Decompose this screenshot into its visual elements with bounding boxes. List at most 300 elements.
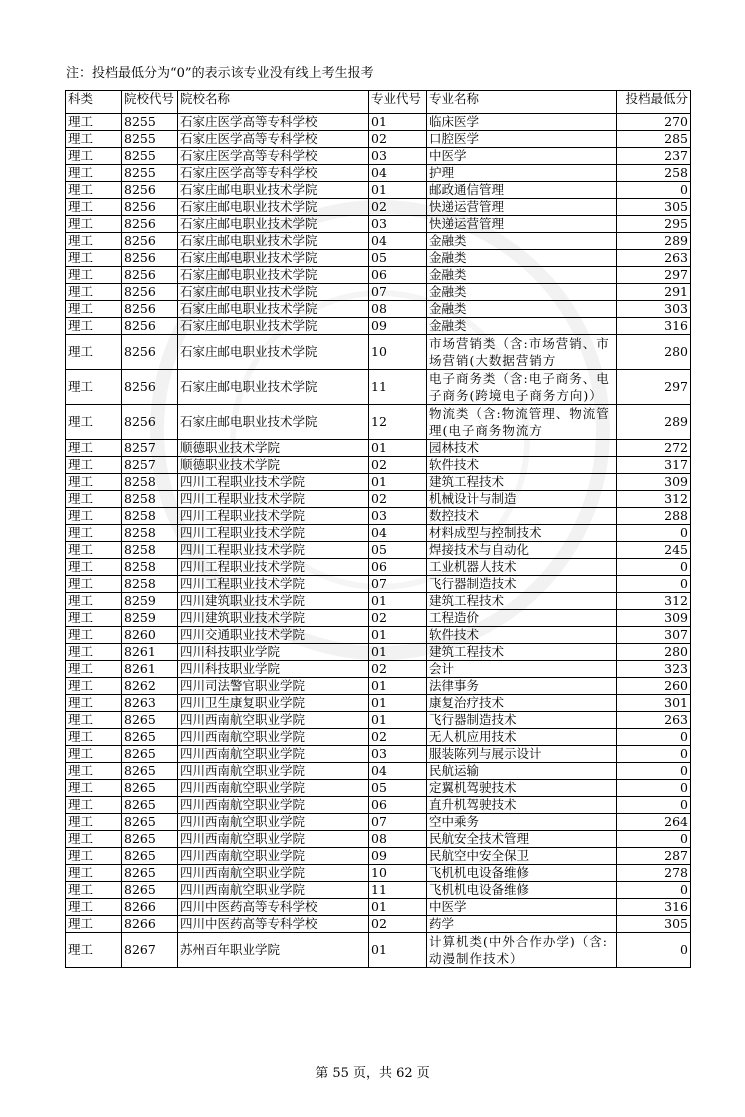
cell-major-code: 03 <box>369 508 427 525</box>
cell-school-code: 8265 <box>122 831 178 848</box>
cell-major-code: 04 <box>369 763 427 780</box>
cell-major-name: 机械设计与制造 <box>427 491 617 508</box>
cell-school-code: 8255 <box>122 114 178 131</box>
cell-major-name: 建筑工程技术 <box>427 644 617 661</box>
cell-category: 理工 <box>66 559 122 576</box>
cell-min-score: 0 <box>617 182 691 199</box>
cell-school-code: 8261 <box>122 644 178 661</box>
table-row <box>66 610 691 627</box>
cell-school-name: 四川西南航空职业学院 <box>178 746 369 763</box>
table-row <box>66 729 691 746</box>
cell-school-code: 8256 <box>122 335 178 370</box>
cell-major-code: 02 <box>369 916 427 933</box>
cell-school-code: 8259 <box>122 593 178 610</box>
cell-school-name: 四川西南航空职业学院 <box>178 763 369 780</box>
cell-min-score: 312 <box>617 593 691 610</box>
cell-min-score: 309 <box>617 610 691 627</box>
cell-school-code: 8256 <box>122 284 178 301</box>
table-row <box>66 199 691 216</box>
cell-school-name: 四川科技职业学院 <box>178 644 369 661</box>
cell-category: 理工 <box>66 576 122 593</box>
cell-min-score: 0 <box>617 933 691 968</box>
cell-school-name: 石家庄医学高等专科学校 <box>178 165 369 182</box>
cell-major-code: 10 <box>369 865 427 882</box>
cell-min-score: 237 <box>617 148 691 165</box>
cell-min-score: 0 <box>617 831 691 848</box>
cell-category: 理工 <box>66 267 122 284</box>
cell-category: 理工 <box>66 542 122 559</box>
table-row <box>66 865 691 882</box>
cell-school-code: 8257 <box>122 457 178 474</box>
table-row <box>66 301 691 318</box>
cell-category: 理工 <box>66 899 122 916</box>
cell-school-code: 8265 <box>122 848 178 865</box>
table-row <box>66 627 691 644</box>
cell-major-code: 08 <box>369 831 427 848</box>
cell-major-name: 直升机驾驶技术 <box>427 797 617 814</box>
cell-min-score: 305 <box>617 199 691 216</box>
cell-school-name: 顺德职业技术学院 <box>178 457 369 474</box>
cell-category: 理工 <box>66 474 122 491</box>
cell-category: 理工 <box>66 250 122 267</box>
cell-min-score: 307 <box>617 627 691 644</box>
cell-major-name: 中医学 <box>427 148 617 165</box>
cell-school-code: 8265 <box>122 712 178 729</box>
cell-min-score: 301 <box>617 695 691 712</box>
cell-school-code: 8260 <box>122 627 178 644</box>
cell-school-code: 8263 <box>122 695 178 712</box>
cell-min-score: 258 <box>617 165 691 182</box>
table-row <box>66 814 691 831</box>
cell-min-score: 297 <box>617 370 691 405</box>
cell-category: 理工 <box>66 780 122 797</box>
table-row <box>66 644 691 661</box>
table-row <box>66 284 691 301</box>
cell-category: 理工 <box>66 131 122 148</box>
cell-school-code: 8265 <box>122 746 178 763</box>
table-row <box>66 746 691 763</box>
cell-min-score: 264 <box>617 814 691 831</box>
cell-school-name: 石家庄邮电职业技术学院 <box>178 370 369 405</box>
cell-major-code: 12 <box>369 405 427 440</box>
table-row <box>66 542 691 559</box>
cell-min-score: 291 <box>617 284 691 301</box>
cell-major-code: 01 <box>369 627 427 644</box>
cell-category: 理工 <box>66 882 122 899</box>
cell-major-name: 飞行器制造技术 <box>427 712 617 729</box>
cell-category: 理工 <box>66 865 122 882</box>
cell-school-code: 8256 <box>122 267 178 284</box>
cell-school-name: 四川西南航空职业学院 <box>178 729 369 746</box>
cell-major-code: 01 <box>369 440 427 457</box>
table-row <box>66 165 691 182</box>
cell-school-name: 石家庄邮电职业技术学院 <box>178 250 369 267</box>
cell-major-code: 02 <box>369 199 427 216</box>
cell-min-score: 270 <box>617 114 691 131</box>
cell-major-code: 01 <box>369 712 427 729</box>
cell-school-name: 苏州百年职业学院 <box>178 933 369 968</box>
table-row <box>66 882 691 899</box>
cell-min-score: 280 <box>617 335 691 370</box>
cell-category: 理工 <box>66 440 122 457</box>
cell-min-score: 317 <box>617 457 691 474</box>
cell-school-code: 8265 <box>122 797 178 814</box>
cell-major-name: 护理 <box>427 165 617 182</box>
cell-category: 理工 <box>66 182 122 199</box>
cell-category: 理工 <box>66 114 122 131</box>
table-row <box>66 216 691 233</box>
cell-category: 理工 <box>66 627 122 644</box>
cell-major-code: 05 <box>369 250 427 267</box>
cell-major-name: 园林技术 <box>427 440 617 457</box>
cell-major-name: 金融类 <box>427 267 617 284</box>
table-row <box>66 678 691 695</box>
cell-school-code: 8258 <box>122 474 178 491</box>
cell-major-code: 07 <box>369 284 427 301</box>
cell-school-name: 四川西南航空职业学院 <box>178 882 369 899</box>
cell-major-name: 快递运营管理 <box>427 216 617 233</box>
cell-school-code: 8256 <box>122 182 178 199</box>
cell-school-code: 8258 <box>122 542 178 559</box>
cell-major-code: 01 <box>369 678 427 695</box>
cell-min-score: 0 <box>617 559 691 576</box>
cell-min-score: 0 <box>617 780 691 797</box>
cell-major-name: 民航安全技术管理 <box>427 831 617 848</box>
table-row <box>66 712 691 729</box>
cell-school-name: 石家庄医学高等专科学校 <box>178 114 369 131</box>
table-row <box>66 508 691 525</box>
cell-min-score: 260 <box>617 678 691 695</box>
cell-major-code: 05 <box>369 780 427 797</box>
cell-category: 理工 <box>66 729 122 746</box>
cell-min-score: 285 <box>617 131 691 148</box>
cell-school-name: 四川工程职业技术学院 <box>178 525 369 542</box>
table-row <box>66 933 691 968</box>
cell-school-name: 四川卫生康复职业学院 <box>178 695 369 712</box>
cell-school-code: 8256 <box>122 216 178 233</box>
cell-category: 理工 <box>66 797 122 814</box>
cell-category: 理工 <box>66 301 122 318</box>
cell-school-name: 四川工程职业技术学院 <box>178 508 369 525</box>
cell-min-score: 0 <box>617 576 691 593</box>
cell-min-score: 288 <box>617 508 691 525</box>
cell-category: 理工 <box>66 695 122 712</box>
cell-major-code: 07 <box>369 814 427 831</box>
cell-category: 理工 <box>66 525 122 542</box>
cell-min-score: 316 <box>617 318 691 335</box>
cell-major-name: 焊接技术与自动化 <box>427 542 617 559</box>
cell-school-code: 8265 <box>122 882 178 899</box>
cell-major-code: 01 <box>369 644 427 661</box>
cell-category: 理工 <box>66 763 122 780</box>
table-row <box>66 370 691 405</box>
cell-min-score: 280 <box>617 644 691 661</box>
cell-major-code: 01 <box>369 182 427 199</box>
cell-category: 理工 <box>66 335 122 370</box>
cell-major-name: 金融类 <box>427 233 617 250</box>
cell-major-name: 临床医学 <box>427 114 617 131</box>
cell-major-name: 民航运输 <box>427 763 617 780</box>
cell-min-score: 323 <box>617 661 691 678</box>
cell-school-name: 四川西南航空职业学院 <box>178 831 369 848</box>
cell-major-code: 04 <box>369 525 427 542</box>
cell-category: 理工 <box>66 370 122 405</box>
admission-score-table <box>65 90 691 968</box>
cell-category: 理工 <box>66 508 122 525</box>
cell-major-name: 建筑工程技术 <box>427 593 617 610</box>
cell-major-name: 定翼机驾驶技术 <box>427 780 617 797</box>
cell-category: 理工 <box>66 405 122 440</box>
cell-school-name: 四川建筑职业技术学院 <box>178 593 369 610</box>
cell-min-score: 297 <box>617 267 691 284</box>
cell-major-code: 08 <box>369 301 427 318</box>
cell-major-name: 会计 <box>427 661 617 678</box>
cell-major-name: 计算机类(中外合作办学)（含:动漫制作技术） <box>427 933 617 968</box>
cell-major-name: 金融类 <box>427 318 617 335</box>
cell-major-name: 快递运营管理 <box>427 199 617 216</box>
cell-category: 理工 <box>66 814 122 831</box>
cell-major-name: 康复治疗技术 <box>427 695 617 712</box>
cell-major-name: 金融类 <box>427 250 617 267</box>
cell-category: 理工 <box>66 848 122 865</box>
cell-category: 理工 <box>66 644 122 661</box>
cell-school-code: 8257 <box>122 440 178 457</box>
cell-category: 理工 <box>66 746 122 763</box>
header-school-code: 院校代号 <box>122 91 178 114</box>
cell-category: 理工 <box>66 678 122 695</box>
table-row <box>66 131 691 148</box>
cell-category: 理工 <box>66 318 122 335</box>
cell-school-name: 石家庄邮电职业技术学院 <box>178 301 369 318</box>
cell-category: 理工 <box>66 831 122 848</box>
cell-school-code: 8255 <box>122 131 178 148</box>
cell-school-name: 石家庄邮电职业技术学院 <box>178 284 369 301</box>
cell-school-name: 四川西南航空职业学院 <box>178 848 369 865</box>
table-row <box>66 335 691 370</box>
cell-school-name: 石家庄医学高等专科学校 <box>178 131 369 148</box>
cell-major-code: 09 <box>369 318 427 335</box>
cell-major-code: 10 <box>369 335 427 370</box>
table-row <box>66 763 691 780</box>
header-category: 科类 <box>66 91 122 114</box>
cell-major-name: 飞机机电设备维修 <box>427 865 617 882</box>
cell-major-name: 飞行器制造技术 <box>427 576 617 593</box>
cell-school-name: 石家庄邮电职业技术学院 <box>178 335 369 370</box>
cell-category: 理工 <box>66 916 122 933</box>
cell-category: 理工 <box>66 610 122 627</box>
cell-major-name: 工程造价 <box>427 610 617 627</box>
cell-major-name: 无人机应用技术 <box>427 729 617 746</box>
table-row <box>66 148 691 165</box>
cell-school-name: 四川西南航空职业学院 <box>178 712 369 729</box>
cell-major-name: 金融类 <box>427 284 617 301</box>
cell-category: 理工 <box>66 457 122 474</box>
cell-school-name: 四川工程职业技术学院 <box>178 491 369 508</box>
cell-major-name: 服装陈列与展示设计 <box>427 746 617 763</box>
cell-category: 理工 <box>66 491 122 508</box>
table-row <box>66 525 691 542</box>
cell-major-code: 02 <box>369 610 427 627</box>
cell-major-code: 02 <box>369 131 427 148</box>
cell-school-code: 8267 <box>122 933 178 968</box>
cell-category: 理工 <box>66 216 122 233</box>
cell-category: 理工 <box>66 284 122 301</box>
page-note: 注：投档最低分为“0”的表示该专业没有线上考生报考 <box>66 66 374 81</box>
table-row <box>66 831 691 848</box>
cell-major-name: 中医学 <box>427 899 617 916</box>
cell-school-name: 四川建筑职业技术学院 <box>178 610 369 627</box>
cell-min-score: 245 <box>617 542 691 559</box>
table-row <box>66 182 691 199</box>
cell-major-code: 03 <box>369 148 427 165</box>
cell-major-name: 飞机机电设备维修 <box>427 882 617 899</box>
cell-min-score: 0 <box>617 797 691 814</box>
cell-min-score: 0 <box>617 882 691 899</box>
cell-major-code: 06 <box>369 559 427 576</box>
cell-school-name: 四川西南航空职业学院 <box>178 797 369 814</box>
cell-major-code: 06 <box>369 797 427 814</box>
cell-school-code: 8261 <box>122 661 178 678</box>
cell-major-code: 01 <box>369 899 427 916</box>
cell-school-code: 8255 <box>122 165 178 182</box>
cell-major-code: 04 <box>369 165 427 182</box>
cell-min-score: 0 <box>617 729 691 746</box>
cell-major-name: 市场营销类（含:市场营销、市场营销(大数据营销方 <box>427 335 617 370</box>
cell-school-code: 8256 <box>122 199 178 216</box>
cell-school-name: 四川西南航空职业学院 <box>178 780 369 797</box>
cell-major-code: 02 <box>369 661 427 678</box>
cell-school-code: 8265 <box>122 780 178 797</box>
cell-major-code: 05 <box>369 542 427 559</box>
table-row <box>66 797 691 814</box>
table-row <box>66 405 691 440</box>
cell-min-score: 0 <box>617 746 691 763</box>
table-row <box>66 661 691 678</box>
cell-school-code: 8265 <box>122 729 178 746</box>
cell-category: 理工 <box>66 233 122 250</box>
table-row <box>66 916 691 933</box>
cell-min-score: 287 <box>617 848 691 865</box>
cell-school-name: 四川中医药高等专科学校 <box>178 899 369 916</box>
table-row <box>66 233 691 250</box>
cell-school-name: 石家庄邮电职业技术学院 <box>178 267 369 284</box>
cell-major-name: 电子商务类（含:电子商务、电子商务(跨境电子商务方向)） <box>427 370 617 405</box>
cell-major-code: 02 <box>369 491 427 508</box>
table-row <box>66 267 691 284</box>
cell-school-code: 8256 <box>122 301 178 318</box>
cell-category: 理工 <box>66 165 122 182</box>
cell-school-code: 8258 <box>122 525 178 542</box>
cell-min-score: 312 <box>617 491 691 508</box>
cell-min-score: 263 <box>617 250 691 267</box>
cell-school-name: 石家庄邮电职业技术学院 <box>178 199 369 216</box>
cell-major-code: 01 <box>369 474 427 491</box>
table-row <box>66 474 691 491</box>
cell-school-code: 8256 <box>122 318 178 335</box>
cell-major-code: 03 <box>369 216 427 233</box>
cell-school-name: 四川西南航空职业学院 <box>178 865 369 882</box>
cell-min-score: 278 <box>617 865 691 882</box>
cell-major-code: 07 <box>369 576 427 593</box>
cell-school-code: 8266 <box>122 899 178 916</box>
header-major-code: 专业代号 <box>369 91 427 114</box>
cell-major-code: 01 <box>369 593 427 610</box>
cell-major-name: 工业机器人技术 <box>427 559 617 576</box>
cell-major-code: 11 <box>369 882 427 899</box>
cell-major-code: 01 <box>369 114 427 131</box>
cell-school-code: 8256 <box>122 370 178 405</box>
cell-school-name: 石家庄医学高等专科学校 <box>178 148 369 165</box>
header-min-score: 投档最低分 <box>617 91 691 114</box>
cell-min-score: 289 <box>617 233 691 250</box>
cell-school-code: 8258 <box>122 559 178 576</box>
cell-school-name: 四川司法警官职业学院 <box>178 678 369 695</box>
cell-school-name: 四川中医药高等专科学校 <box>178 916 369 933</box>
cell-major-name: 药学 <box>427 916 617 933</box>
table-row <box>66 457 691 474</box>
table-row <box>66 318 691 335</box>
cell-major-code: 03 <box>369 746 427 763</box>
cell-min-score: 295 <box>617 216 691 233</box>
cell-school-code: 8265 <box>122 763 178 780</box>
cell-school-name: 四川交通职业技术学院 <box>178 627 369 644</box>
table-row <box>66 695 691 712</box>
cell-min-score: 289 <box>617 405 691 440</box>
cell-school-name: 石家庄邮电职业技术学院 <box>178 216 369 233</box>
cell-category: 理工 <box>66 933 122 968</box>
cell-major-name: 金融类 <box>427 301 617 318</box>
cell-major-name: 口腔医学 <box>427 131 617 148</box>
table-row <box>66 848 691 865</box>
cell-school-name: 四川西南航空职业学院 <box>178 814 369 831</box>
header-major-name: 专业名称 <box>427 91 617 114</box>
cell-school-code: 8265 <box>122 814 178 831</box>
cell-category: 理工 <box>66 593 122 610</box>
cell-major-name: 软件技术 <box>427 457 617 474</box>
table-row <box>66 250 691 267</box>
cell-min-score: 0 <box>617 763 691 780</box>
cell-min-score: 0 <box>617 525 691 542</box>
table-row <box>66 576 691 593</box>
cell-min-score: 305 <box>617 916 691 933</box>
cell-school-name: 四川科技职业学院 <box>178 661 369 678</box>
cell-major-code: 04 <box>369 233 427 250</box>
header-school-name: 院校名称 <box>178 91 369 114</box>
page-footer: 第 55 页，共 62 页 <box>315 1066 430 1081</box>
table-row <box>66 593 691 610</box>
table-row <box>66 899 691 916</box>
cell-major-name: 数控技术 <box>427 508 617 525</box>
cell-school-code: 8256 <box>122 250 178 267</box>
table-header-row <box>66 91 691 114</box>
cell-school-name: 四川工程职业技术学院 <box>178 559 369 576</box>
cell-category: 理工 <box>66 199 122 216</box>
cell-category: 理工 <box>66 661 122 678</box>
cell-school-name: 石家庄邮电职业技术学院 <box>178 405 369 440</box>
cell-school-name: 四川工程职业技术学院 <box>178 576 369 593</box>
cell-major-code: 02 <box>369 729 427 746</box>
cell-school-code: 8255 <box>122 148 178 165</box>
table-row <box>66 114 691 131</box>
cell-min-score: 316 <box>617 899 691 916</box>
cell-school-code: 8258 <box>122 491 178 508</box>
cell-school-code: 8258 <box>122 508 178 525</box>
cell-school-code: 8259 <box>122 610 178 627</box>
cell-min-score: 309 <box>617 474 691 491</box>
cell-min-score: 263 <box>617 712 691 729</box>
cell-school-name: 四川工程职业技术学院 <box>178 474 369 491</box>
table-row <box>66 780 691 797</box>
